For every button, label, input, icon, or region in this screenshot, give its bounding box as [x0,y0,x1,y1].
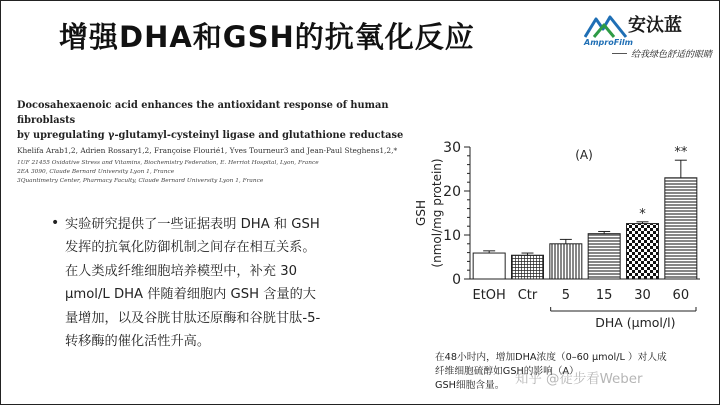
bullet-text [65,213,367,353]
y-tick-label: 30 [443,140,461,156]
bullet-line: 发挥的抗氧化防御机制之间存在相互关系。 [65,240,316,256]
y-tick-label: 20 [443,184,461,200]
affiliation: 2EA 3090, Claude Bernard University Lyon 1, France [17,169,175,175]
x-tick-label: EtOH [472,288,506,303]
paper-authors: Khelifa Arab1,2, Adrien Rossary1,2, Françoise Flourié1, Yves Tourneur3 and Jean-Paul Steghens1,2,* [17,146,398,155]
caption-line: 在48小时内，增加DHA浓度（0–60 μmol/L ）对人成 [435,352,667,363]
gsh-bar-chart [401,129,719,351]
slide-title: 增强DHA和GSH的抗氧化反应 [59,20,475,54]
caption-line: 纤维细胞硫醇如GSH的影响（A） [435,366,579,377]
bullet-line: 转移酶的催化活性升高。 [65,334,211,350]
x-tick-label: 60 [672,288,690,303]
caption-line: GSH细胞含量。 [435,380,505,391]
bullet-marker: • [51,215,60,231]
paper-title [17,98,417,143]
x-tick-label: 15 [595,288,613,303]
y-tick-label: 0 [452,272,461,288]
paper-title-line: Docosahexaenoic acid enhances the antioxidant response of human fibroblasts [17,100,389,126]
bar-EtOH [473,253,505,279]
significance-mark: ** [674,145,688,161]
x-axis-label: DHA (μmol/l) [595,315,676,330]
x-tick-label: 5 [561,288,570,303]
y-axis-label-line2: (nmol/mg protein) [430,158,444,268]
logo-slogan: 给我绿色舒适的眼睛 [586,47,712,60]
bullet-line: 实验研究提供了一些证据表明 DHA 和 GSH [65,217,320,232]
bar-5 [550,244,582,279]
logo-brand-text: 安汰蓝 [628,15,682,36]
y-axis-label-line1: GSH [414,200,428,226]
bar-30 [627,224,659,279]
watermark: 知乎 @徒步看Weber [515,372,643,387]
significance-mark: * [639,206,646,222]
bar-15 [588,234,620,279]
bullet-line: μmol/L DHA 伴随着细胞内 GSH 含量的大 [65,287,316,303]
bullet-line: 在人类成纤维细胞培养模型中，补充 30 [65,263,297,279]
affiliation: 3Quantimetry Center, Pharmacy Faculty, Claude Bernard University Lyon 1, France [17,178,264,184]
mountain-logo-icon [584,13,628,39]
y-tick-label: 10 [443,228,461,244]
brand-logo [584,11,712,59]
bullet-line: 量增加，以及谷胱甘肽还原酶和谷胱甘肽-5- [65,310,321,326]
affiliation: 1UF 21455 Oxidative Stress and Vitamins, Biochemistry Federation, E. Herriot Hospital, Lyon, France [17,160,319,166]
logo-subbrand: AmproFilm [584,38,633,47]
x-tick-label: 30 [634,288,651,303]
x-tick-label: Ctr [517,288,538,303]
bar-Ctr [512,255,544,279]
paper-affiliations [17,159,319,186]
bar-60 [665,178,697,279]
panel-label: (A) [575,148,593,162]
paper-title-line: by upregulating γ-glutamyl-cysteinyl ligase and glutathione reductase [17,130,404,141]
